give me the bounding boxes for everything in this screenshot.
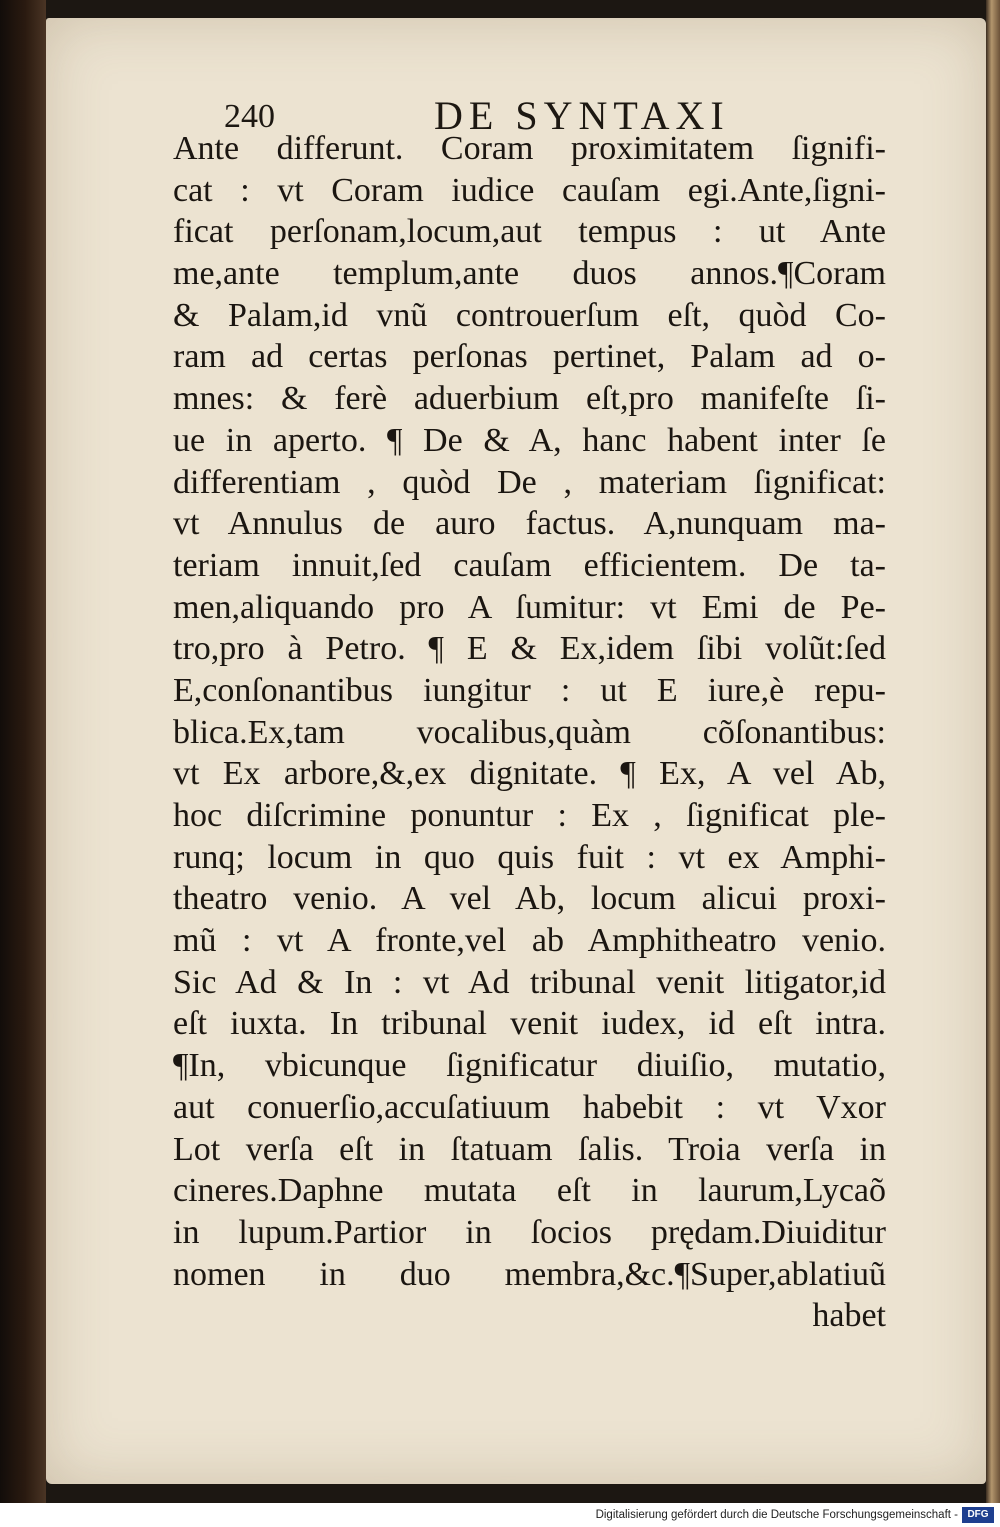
text-line: blica.Ex,tam vocalibus,quàm cõſonantibus:: [173, 713, 886, 751]
text-line: runq; locum in quo quis fuit : vt ex Amphi-: [173, 838, 886, 876]
text-line: Ante differunt. Coram proximitatem ſignifi-: [173, 130, 886, 167]
text-line: tro,pro à Petro. ¶ E & Ex,idem ſibi volũt:ſed: [173, 630, 886, 668]
text-line: ficat perſonam,locum,aut tempus : ut Ante: [173, 213, 886, 251]
text-line: ¶In, vbicunque ſignificatur diuiſio, mutatio,: [173, 1047, 886, 1085]
binding-shadow: [0, 0, 46, 1503]
text-line: me,ante templum,ante duos annos.¶Coram: [173, 255, 886, 293]
text-line: theatro venio. A vel Ab, locum alicui proxi-: [173, 880, 886, 918]
text-line: eſt iuxta. In tribunal venit iudex, id eſt intra.: [173, 1005, 886, 1043]
dfg-logo-icon: DFG: [962, 1507, 994, 1523]
text-line: & Palam,id vnũ controuerſum eſt, quòd Co-: [173, 296, 886, 334]
funding-credit: Digitalisierung gefördert durch die Deutsche Forschungsgemeinschaft -: [595, 1509, 958, 1521]
text-line: vt Annulus de auro factus. A,nunquam ma-: [173, 505, 886, 543]
page-edge: [986, 0, 1000, 1503]
text-line: mũ : vt A fronte,vel ab Amphitheatro venio.: [173, 922, 886, 960]
page-number: 240: [224, 98, 275, 135]
text-line: ue in aperto. ¶ De & A, hanc habent inter ſe: [173, 421, 886, 459]
text-line: aut conuerſio,accuſatiuum habebit : vt Vxor: [173, 1088, 886, 1126]
text-line: vt Ex arbore,&,ex dignitate. ¶ Ex, A vel Ab,: [173, 755, 886, 793]
text-line: nomen in duo membra,&c.¶Super,ablatiuũ: [173, 1255, 886, 1293]
text-line: ram ad certas perſonas pertinet, Palam ad o-: [173, 338, 886, 376]
catchword: habet: [812, 1297, 886, 1335]
text-line: differentiam , quòd De , materiam ſignificat:: [173, 463, 886, 501]
text-line: mnes: & ferè aduerbium eſt,pro manifeſte ſi-: [173, 380, 886, 418]
text-line: cineres.Daphne mutata eſt in laurum,Lycaõ: [173, 1172, 886, 1210]
text-line: teriam innuit,ſed cauſam efficientem. De ta-: [173, 546, 886, 584]
text-line: in lupum.Partior in ſocios prędam.Diuiditur: [173, 1213, 886, 1251]
text-line: hoc diſcrimine ponuntur : Ex , ſignificat ple-: [173, 797, 886, 834]
text-line: Sic Ad & In : vt Ad tribunal venit litigator,id: [173, 963, 886, 1001]
footer-bar: [0, 1503, 1000, 1527]
running-title: DE SYNTAXI: [434, 93, 730, 138]
text-line: E,conſonantibus iungitur : ut E iure,è repu-: [173, 671, 886, 709]
text-line: cat : vt Coram iudice cauſam egi.Ante,ſigni-: [173, 171, 886, 209]
text-line: Lot verſa eſt in ſtatuam ſalis. Troia verſa in: [173, 1130, 886, 1168]
text-line: men,aliquando pro A ſumitur: vt Emi de Pe-: [173, 588, 886, 626]
text-block: [173, 128, 886, 1337]
